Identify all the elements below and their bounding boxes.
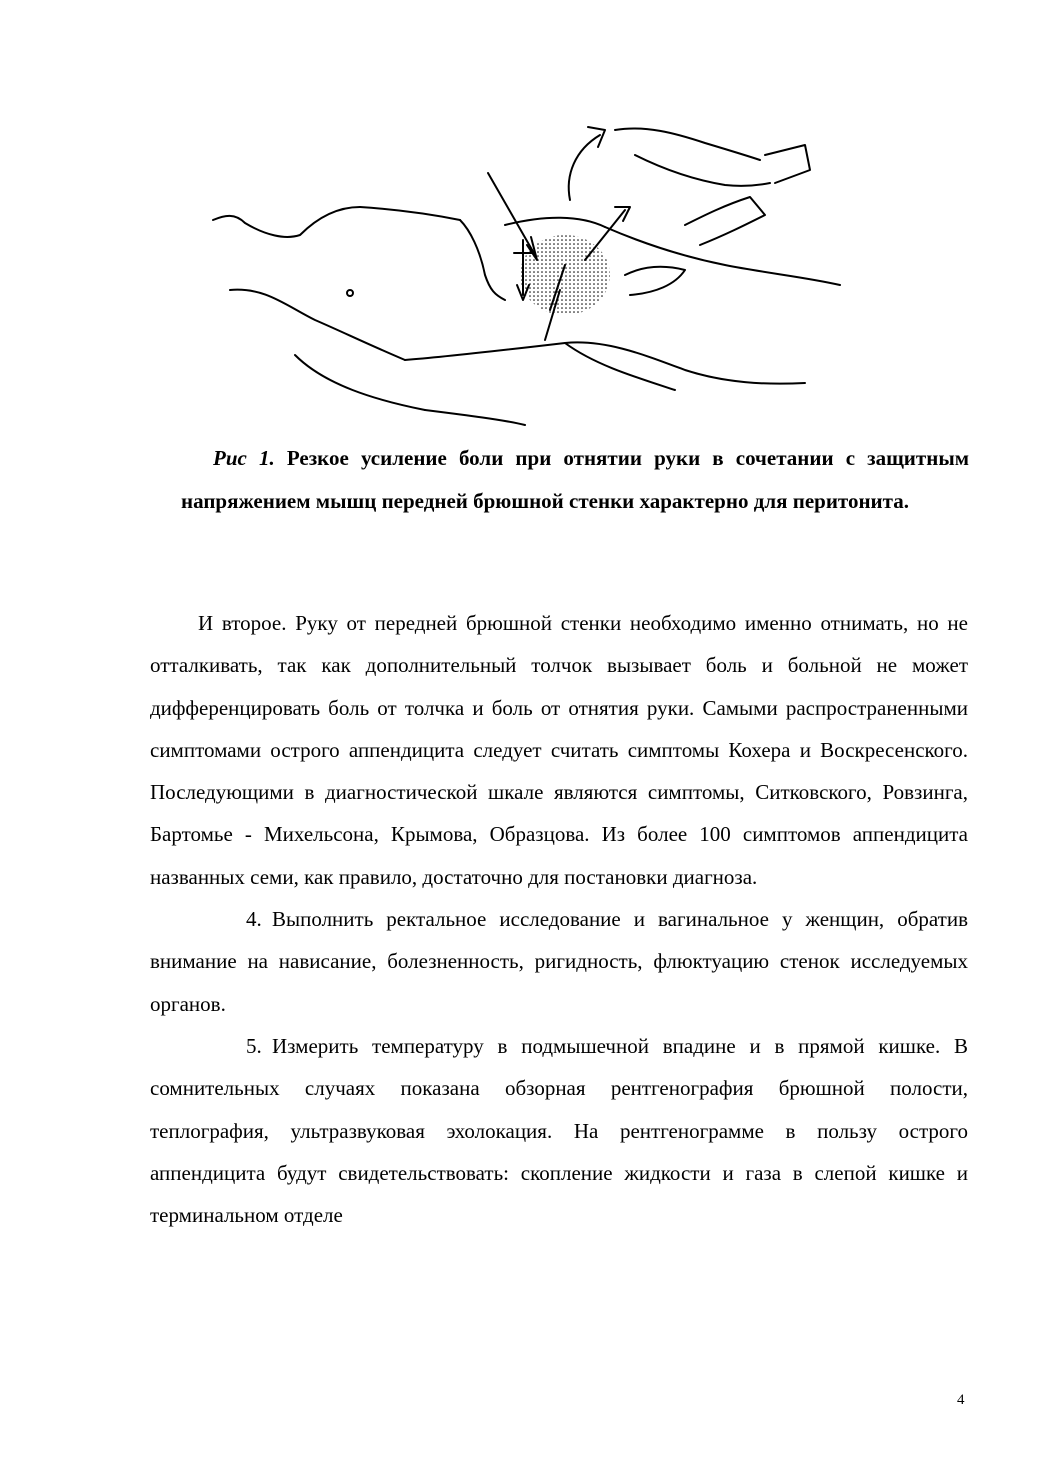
body-text	[150, 602, 968, 1236]
figure-label: Рис 1.	[213, 446, 275, 470]
abdominal-palpation-illustration	[205, 115, 845, 435]
page-number: 4	[957, 1392, 965, 1408]
figure-caption-text: Резкое усиление боли при отнятии руки в сочетании с защитным напряжением мышц передней брюшной стенки характерно для перитонита.	[181, 446, 970, 513]
list-item-text: Измерить температуру в подмышечной впадине и в прямой кишке. В сомнительных случаях показана обзорная рентгенография брюшной полости, теплография, ультразвуковая эхолокация. На рентгенограмме в пользу острого аппендицита будут свидетельствовать: скопление жидкости и газа в слепой кишке и терминальном отделе	[150, 1033, 968, 1228]
paragraph: И второе. Руку от передней брюшной стенки необходимо именно отнимать, но не отталкивать, так как дополнительный толчок вызывает боль и больной не может дифференцировать боль от толчка и боль от отнятия руки. Самыми распространенными симптомами острого аппендицита следует считать симптомы Кохера и Воскресенского. Последующими в диагностической шкале являются симптомы, Ситковского, Ровзинга, Бартомье - Михельсона, Крымова, Образцова. Из более 100 симптомов аппендицита названных семи, как правило, достаточно для постановки диагноза.	[150, 611, 968, 889]
figure-illustration	[205, 115, 845, 435]
list-item-number: 4.	[246, 907, 262, 932]
list-item-text: Выполнить ректальное исследование и вагинальное у женщин, обратив внимание на нависание, болезненность, ригидность, флюктуацию стенок исследуемых органов.	[150, 907, 968, 1016]
list-item-5	[150, 1025, 968, 1236]
list-item-number: 5.	[246, 1033, 262, 1058]
list-item-4	[150, 898, 968, 1025]
figure-caption	[181, 437, 969, 523]
